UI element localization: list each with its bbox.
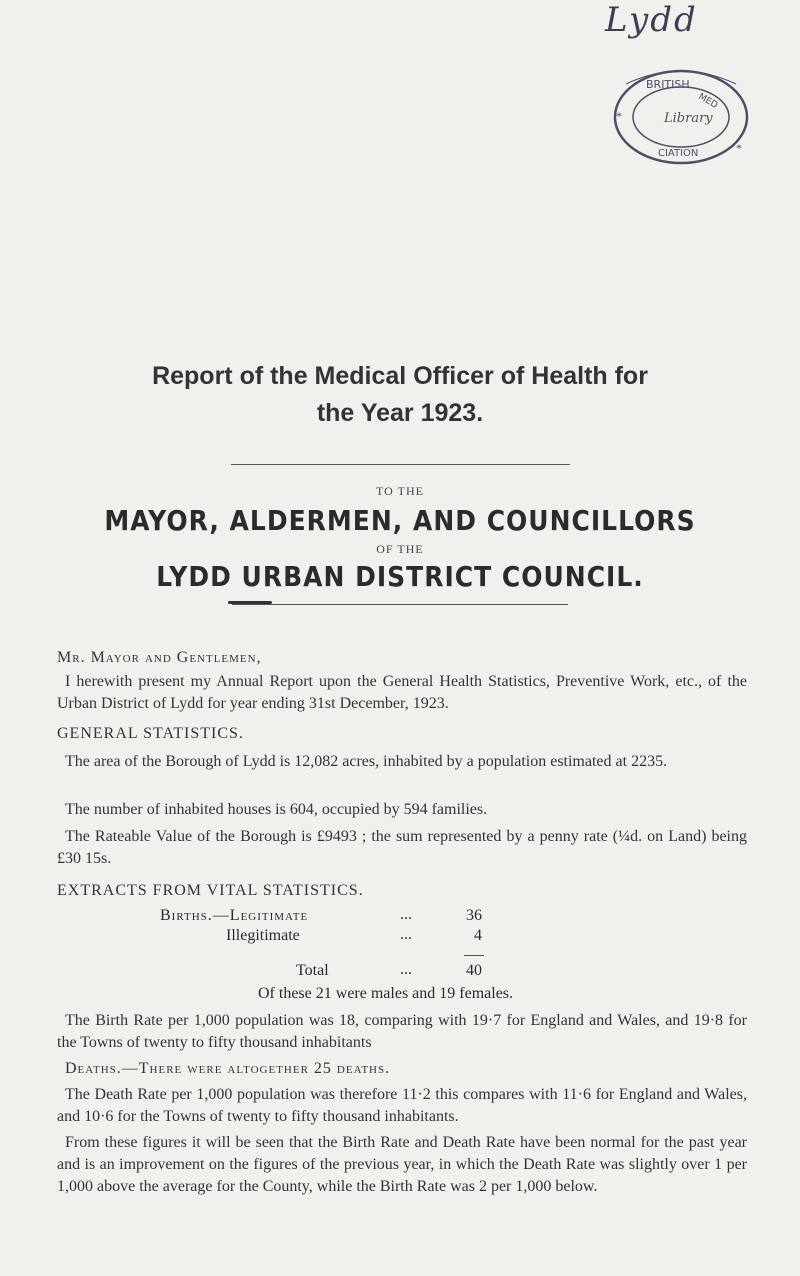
birth-rate-paragraph: The Birth Rate per 1,000 population was 18, comparing with 19·7 for England and Wales, and 19·8 for the Towns of twenty to fifty thousand inhabitants [57, 1012, 747, 1051]
sum-line [464, 955, 484, 956]
dots-3: ... [400, 961, 412, 978]
to-the-label: TO THE [376, 484, 424, 498]
svg-text:*: * [616, 109, 622, 123]
death-rate-paragraph: The Death Rate per 1,000 population was therefore 11·2 this compares with 11·6 for England and Wales, and 10·6 for the Towns of twenty to fifty thousand inhabitants. [57, 1086, 747, 1125]
report-title-line2: the Year 1923. [316, 399, 484, 427]
handwritten-annotation: Lydd [605, 0, 698, 40]
library-stamp [606, 62, 756, 172]
deaths-text: Deaths.—There were altogether 25 deaths. [65, 1060, 391, 1077]
sex-split-line: Of these 21 were males and 19 females. [258, 985, 514, 1002]
area-paragraph: The area of the Borough of Lydd is 12,082 acres, inhabited by a population estimated at 2235. [65, 753, 668, 770]
svg-text:Library: Library [664, 111, 713, 126]
vital-statistics-heading: EXTRACTS FROM VITAL STATISTICS. [57, 882, 364, 899]
births-total-label: Total [296, 962, 329, 979]
divider-mark [228, 601, 272, 604]
births-illegitimate-label: Illegitimate [226, 927, 300, 944]
dots-1: ... [400, 906, 412, 923]
divider-bottom [232, 604, 568, 605]
stamp-seal-icon [606, 62, 756, 172]
svg-text:BRITISH: BRITISH [646, 78, 690, 91]
rateable-paragraph: The Rateable Value of the Borough is £9493 ; the sum represented by a penny rate (¼d. on Land) being £30 15s. [57, 828, 747, 867]
svg-text:CIATION: CIATION [658, 148, 699, 159]
divider-top [231, 464, 570, 465]
of-the-label: OF THE [376, 542, 424, 556]
deaths-paragraph [57, 1058, 747, 1080]
recipients-heading: MAYOR, ALDERMEN, AND COUNCILLORS [104, 504, 696, 537]
births-legitimate-label: Births.—Legitimate [160, 907, 309, 924]
births-legitimate-value: 36 [466, 907, 482, 924]
conclusion-paragraph: From these figures it will be seen that the Birth Rate and Death Rate have been normal for the past year and is an improvement on the figures of the previous year, in which the Death Rate was slightly over 1 per 1,000 above the average for the County, while the Birth Rate was 2 per 1,000 below. [57, 1134, 747, 1195]
svg-text:MED: MED [696, 91, 720, 111]
council-heading: LYDD URBAN DISTRICT COUNCIL. [156, 560, 644, 593]
salutation: Mr. Mayor and Gentlemen, [57, 649, 262, 666]
intro-paragraph: I herewith present my Annual Report upon the General Health Statistics, Preventive Work, etc., of the Urban District of Lydd for year ending 31st December, 1923. [57, 673, 747, 712]
general-statistics-heading: GENERAL STATISTICS. [57, 725, 244, 742]
births-illegitimate-value: 4 [474, 927, 482, 944]
report-title-line1: Report of the Medical Officer of Health for [152, 362, 648, 390]
houses-paragraph: The number of inhabited houses is 604, occupied by 594 families. [65, 801, 488, 818]
dots-2: ... [400, 926, 412, 943]
births-total-value: 40 [466, 962, 482, 979]
svg-text:*: * [736, 141, 742, 155]
